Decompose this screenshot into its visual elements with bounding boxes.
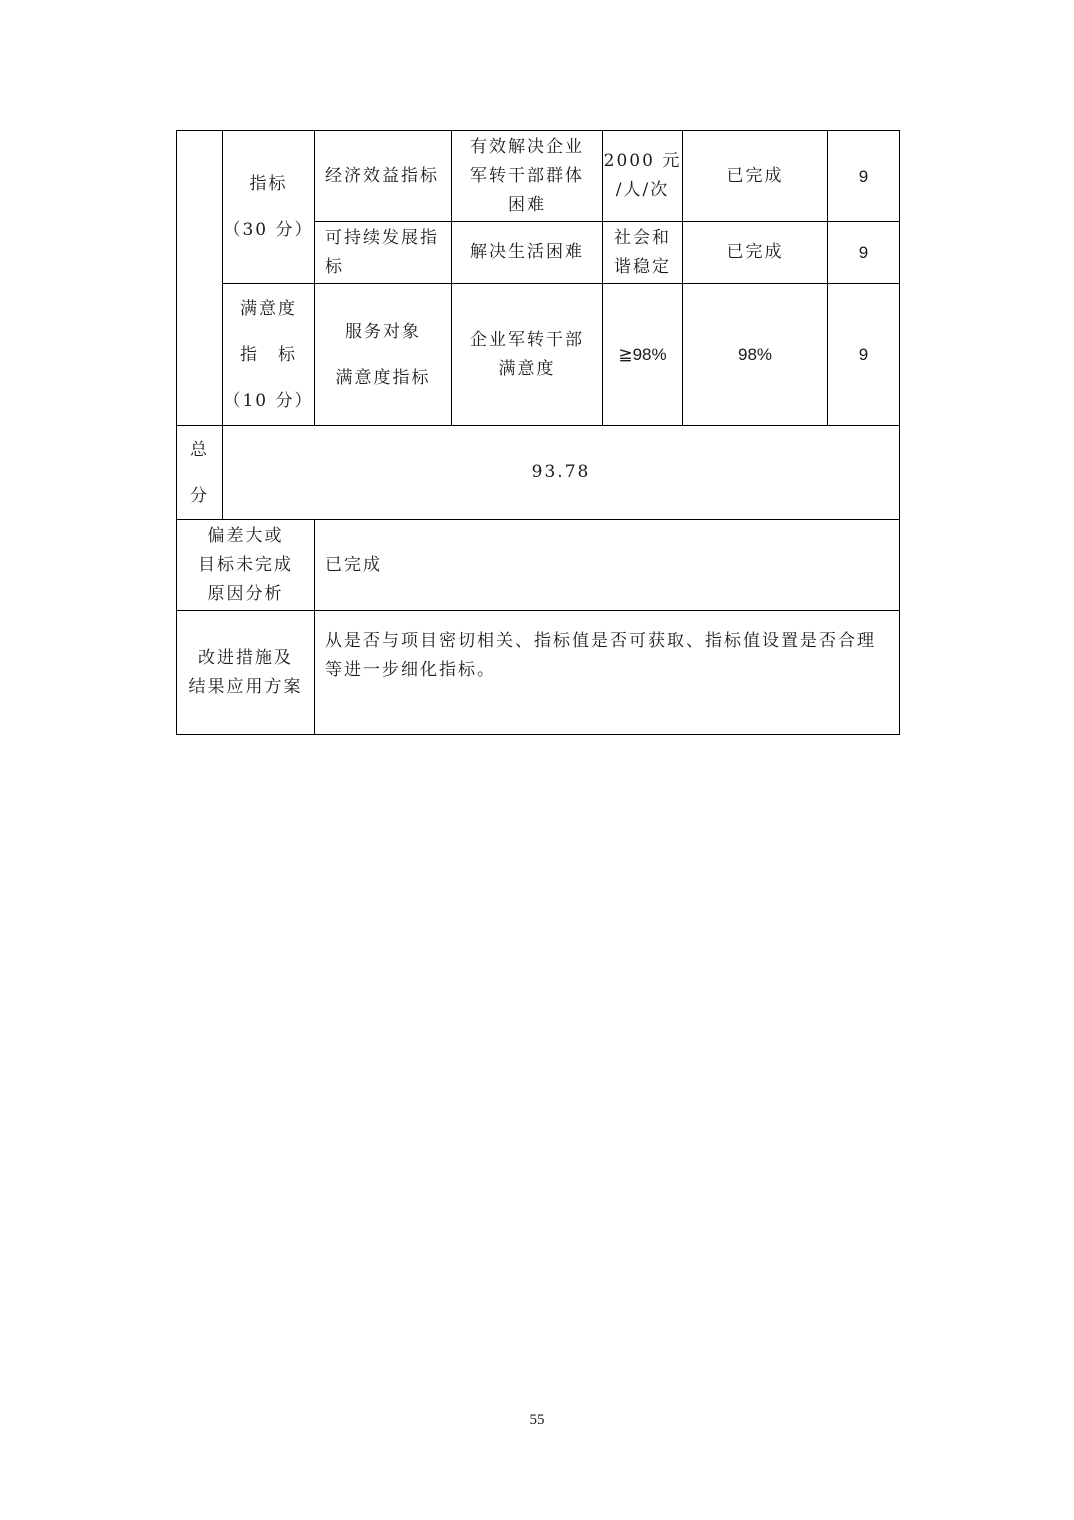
indicator-cell <box>452 284 603 426</box>
improvement-value-cell: 从是否与项目密切相关、指标值是否可获取、指标值设置是否合理等进一步细化指标。 <box>315 611 900 735</box>
target-cell <box>603 222 683 284</box>
category-line: （10 分） <box>223 390 314 411</box>
indicator-line: 满意度 <box>498 358 556 379</box>
total-label-line: 总 <box>190 439 209 460</box>
total-label-line: 分 <box>190 485 209 506</box>
subcategory-line: 可持续发展指 <box>325 227 439 248</box>
indicator-line: 困难 <box>508 194 546 215</box>
subcategory-cell: 经济效益指标 <box>315 131 452 222</box>
score-cell: 9 <box>828 222 900 284</box>
table-row <box>177 520 900 611</box>
target-line: 谐稳定 <box>614 256 671 277</box>
target-cell <box>603 131 683 222</box>
deviation-label-line: 原因分析 <box>207 583 284 604</box>
target-cell: ≧98% <box>603 284 683 426</box>
category-score: （30 分） <box>223 220 314 240</box>
category-line: 满意度 <box>240 298 297 319</box>
actual-cell: 已完成 <box>683 131 828 222</box>
page-number: 55 <box>529 1412 545 1428</box>
target-line: /人/次 <box>615 180 670 200</box>
subcategory-line: 服务对象 <box>345 321 421 342</box>
indicator-line: 有效解决企业 <box>470 136 584 157</box>
total-score-cell: 93.78 <box>223 426 900 520</box>
indicator-line: 军转干部群体 <box>470 165 584 186</box>
table-row <box>177 426 900 520</box>
subcategory-line: 满意度指标 <box>335 367 431 388</box>
satisfaction-category-cell <box>223 284 315 426</box>
deviation-label-cell <box>177 520 315 611</box>
deviation-value-cell: 已完成 <box>315 520 900 611</box>
indicator-line: 企业军转干部 <box>470 329 584 350</box>
subcategory-cell <box>315 222 452 284</box>
indicator-cell <box>452 131 603 222</box>
actual-cell: 98% <box>683 284 828 426</box>
improvement-label-cell <box>177 611 315 735</box>
subcategory-line: 标 <box>325 256 344 277</box>
table-row <box>177 131 900 222</box>
indicator-cell: 解决生活困难 <box>452 222 603 284</box>
score-cell: 9 <box>828 284 900 426</box>
improvement-label-line: 结果应用方案 <box>188 676 303 697</box>
deviation-label-line: 目标未完成 <box>198 554 293 575</box>
actual-cell: 已完成 <box>683 222 828 284</box>
category-line: 指 标 <box>240 344 297 365</box>
category-label: 指标 <box>249 174 288 194</box>
performance-evaluation-table <box>176 130 900 735</box>
target-line: 社会和 <box>614 227 671 248</box>
deviation-label-line: 偏差大或 <box>207 525 284 546</box>
target-line: 2000 元 <box>603 151 682 171</box>
improvement-label-line: 改进措施及 <box>198 647 293 668</box>
output-indicator-category-cell <box>223 131 315 284</box>
table-row <box>177 611 900 735</box>
total-label-cell <box>177 426 223 520</box>
table-row <box>177 284 900 426</box>
level1-category-cell <box>177 131 223 426</box>
subcategory-cell <box>315 284 452 426</box>
score-cell: 9 <box>828 131 900 222</box>
